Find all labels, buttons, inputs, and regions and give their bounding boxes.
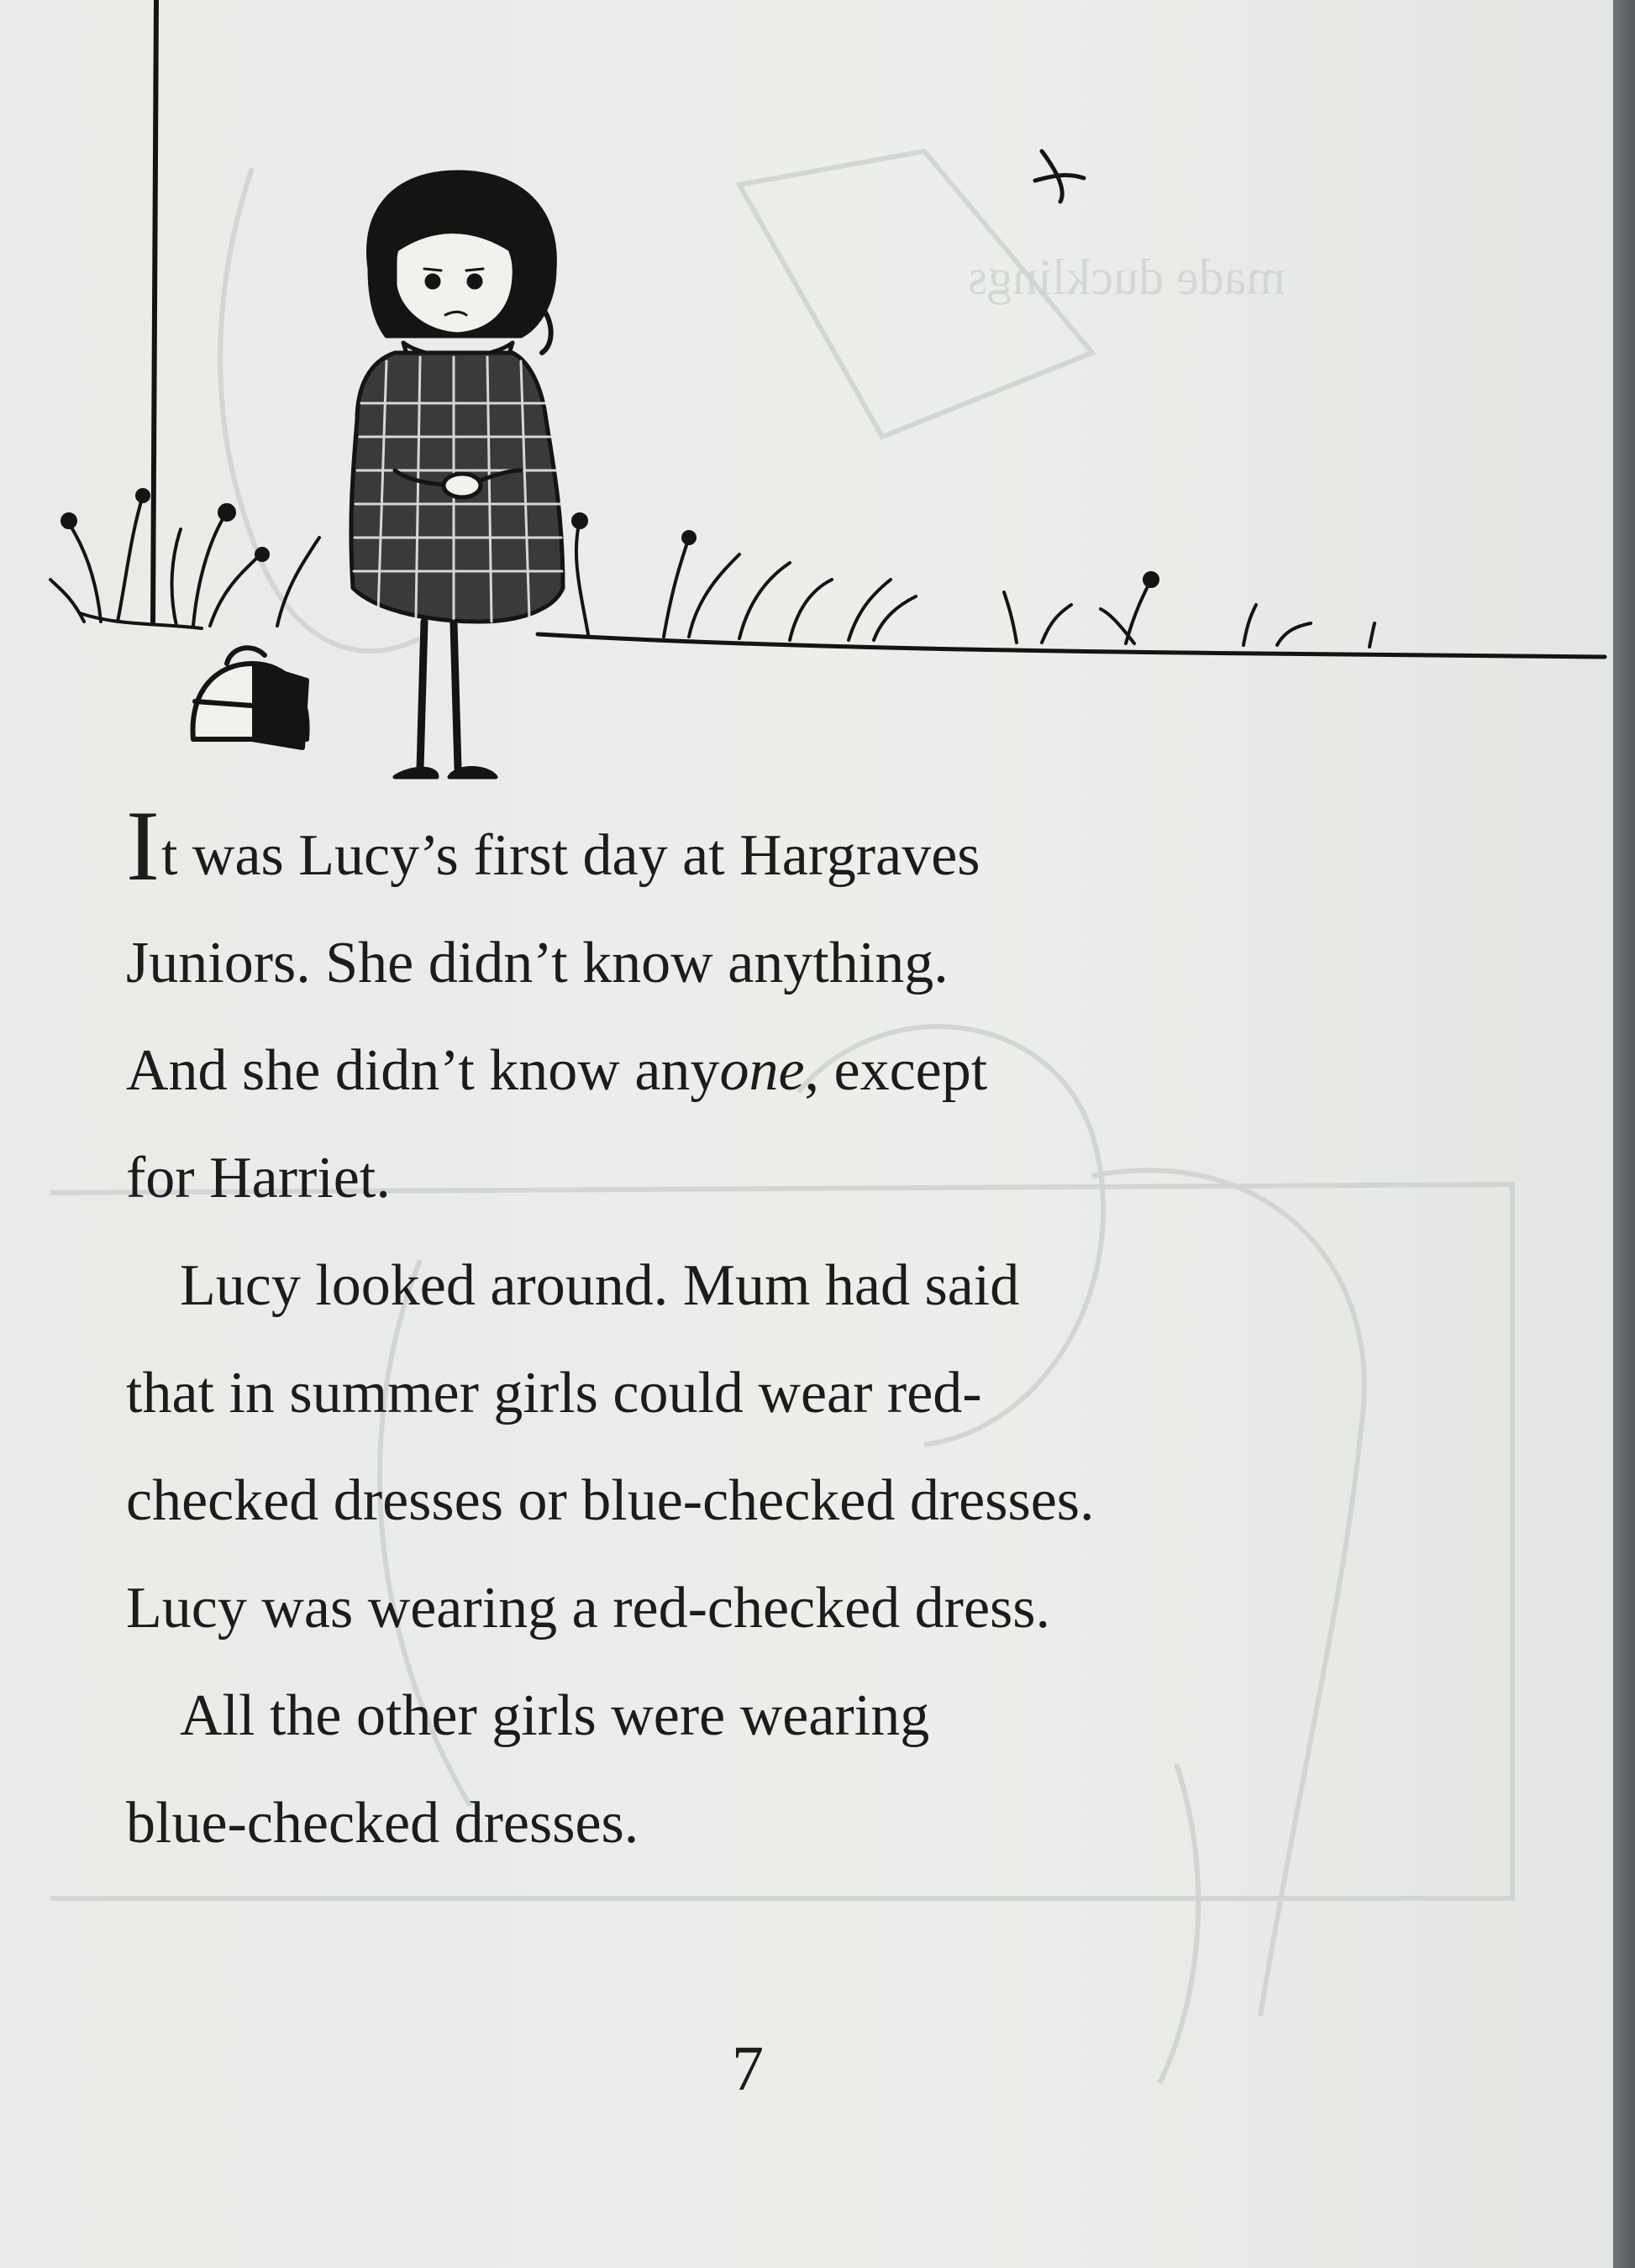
sprig-icon bbox=[1035, 151, 1084, 202]
ground-line bbox=[538, 634, 1605, 657]
story-illustration bbox=[0, 0, 1613, 806]
text-line: checked dresses or blue-checked dresses. bbox=[126, 1468, 1095, 1533]
text-line: Juniors. She didn’t know anything. bbox=[126, 931, 949, 995]
book-spine-edge bbox=[1613, 0, 1635, 2268]
pole-line bbox=[153, 0, 156, 622]
text-line: that in summer girls could wear red- bbox=[126, 1361, 982, 1425]
text-line: All the other girls were wearing bbox=[180, 1683, 930, 1748]
drop-cap: I bbox=[126, 790, 160, 901]
paragraph-1 bbox=[126, 790, 1370, 1232]
text-line: blue-checked dresses. bbox=[126, 1791, 639, 1856]
text-line: t was Lucy’s first day at Hargraves bbox=[160, 823, 980, 888]
svg-text:made ducklings: made ducklings bbox=[967, 249, 1285, 305]
emphasized-text: one bbox=[719, 1038, 805, 1103]
girl-figure bbox=[351, 172, 563, 777]
paragraph-2 bbox=[126, 1232, 1370, 1662]
schoolbag-icon bbox=[193, 648, 308, 748]
story-text bbox=[126, 790, 1370, 1877]
text-line: And she didn’t know any bbox=[126, 1038, 720, 1103]
weeds-right-icon bbox=[573, 514, 1375, 647]
text-line: Lucy looked around. Mum had said bbox=[180, 1253, 1020, 1318]
text-line: for Harriet. bbox=[126, 1146, 391, 1210]
weeds-left-icon bbox=[50, 490, 319, 626]
girl-legs bbox=[420, 622, 458, 769]
paragraph-3 bbox=[126, 1662, 1370, 1877]
text-line: Lucy was wearing a red-checked dress. bbox=[126, 1576, 1051, 1641]
page-number: 7 bbox=[732, 2034, 764, 2104]
text-line: , except bbox=[804, 1038, 988, 1103]
